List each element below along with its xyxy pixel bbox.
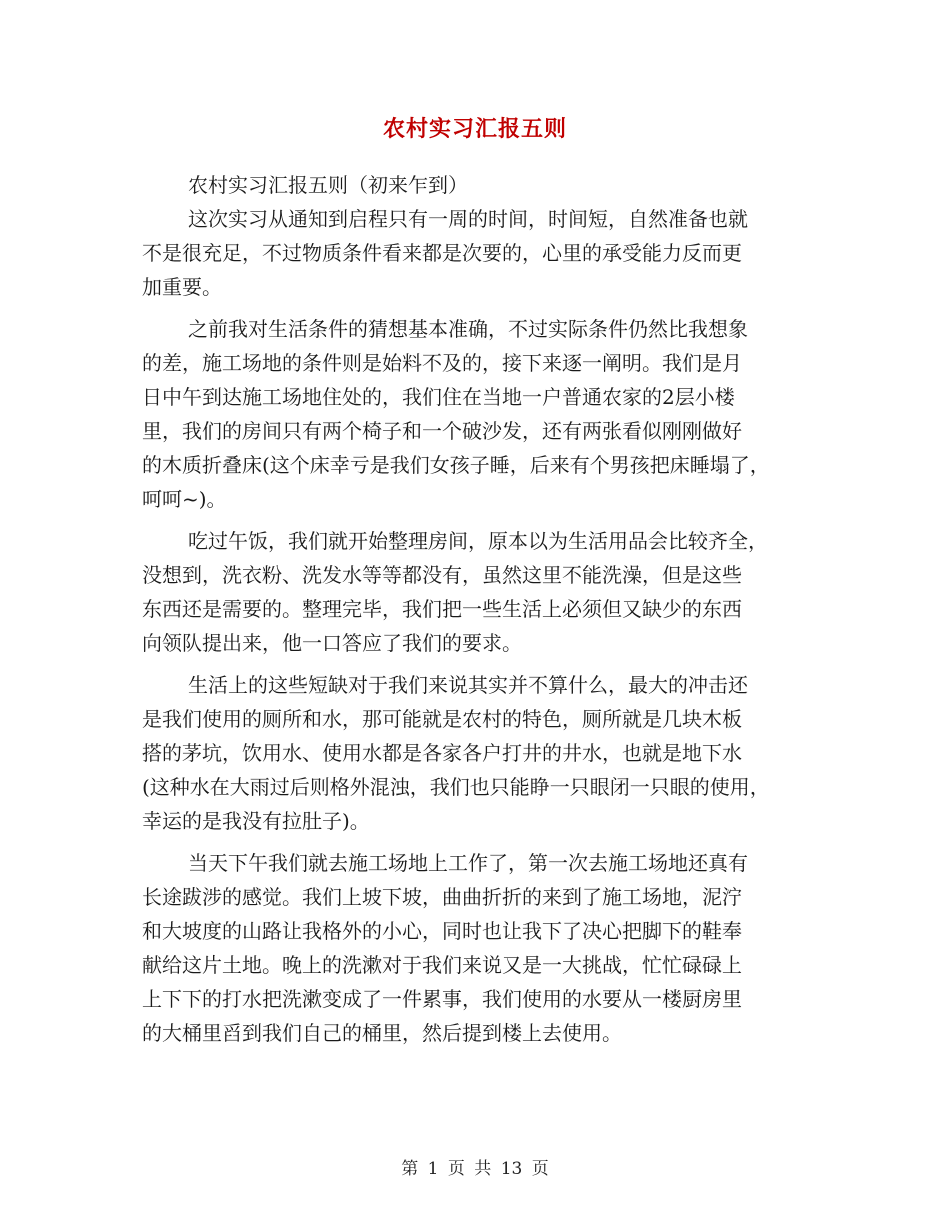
paragraph-line: 的木质折叠床(这个床幸亏是我们女孩子睡，后来有个男孩把床睡塌了，	[142, 453, 770, 477]
paragraph-line: 生活上的这些短缺对于我们来说其实并不算什么，最大的冲击还	[188, 673, 748, 697]
paragraph-line: 献给这片土地。晚上的洗漱对于我们来说又是一大挑战，忙忙碌碌上	[142, 953, 742, 977]
paragraph-line: 不是很充足，不过物质条件看来都是次要的，心里的承受能力反而更	[142, 241, 742, 265]
paragraph-line: 是我们使用的厕所和水，那可能就是农村的特色，厕所就是几块木板	[142, 707, 742, 731]
paragraph-line: 这次实习从通知到启程只有一周的时间，时间短，自然准备也就	[188, 207, 748, 231]
document-body	[142, 168, 814, 1050]
paragraph-line: 吃过午饭，我们就开始整理房间，原本以为生活用品会比较齐全，	[188, 529, 768, 553]
paragraph-line: 呵呵~)。	[142, 487, 227, 511]
paragraph-line: 向领队提出来，他一口答应了我们的要求。	[142, 631, 522, 655]
paragraph-line: 幸运的是我没有拉肚子)。	[142, 809, 370, 833]
page-footer: 第 1 页 共 13 页	[401, 1159, 549, 1179]
paragraph-line: 没想到，洗衣粉、洗发水等等都没有，虽然这里不能洗澡，但是这些	[142, 563, 742, 587]
page-title: 农村实习汇报五则	[382, 117, 567, 142]
paragraph-line: 的大桶里舀到我们自己的桶里，然后提到楼上去使用。	[142, 1021, 622, 1045]
paragraph-line: 和大坡度的山路让我格外的小心，同时也让我下了决心把脚下的鞋奉	[142, 919, 742, 943]
paragraph-line: 之前我对生活条件的猜想基本准确，不过实际条件仍然比我想象	[188, 317, 748, 341]
paragraph-line: 当天下午我们就去施工场地上工作了，第一次去施工场地还真有	[188, 851, 748, 875]
paragraph-line: 里，我们的房间只有两个椅子和一个破沙发，还有两张看似刚刚做好	[142, 419, 742, 443]
paragraph-line: 上下下的打水把洗漱变成了一件累事，我们使用的水要从一楼厨房里	[142, 987, 742, 1011]
paragraph-line: 的差，施工场地的条件则是始料不及的，接下来逐一阐明。我们是月	[142, 351, 742, 375]
paragraph-line: 长途跋涉的感觉。我们上坡下坡，曲曲折折的来到了施工场地，泥泞	[142, 885, 742, 909]
paragraph-line: (这种水在大雨过后则格外混浊，我们也只能睁一只眼闭一只眼的使用，	[142, 775, 770, 799]
paragraph-line: 加重要。	[142, 275, 222, 299]
paragraph-line: 搭的茅坑，饮用水、使用水都是各家各户打井的井水，也就是地下水	[142, 741, 742, 765]
paragraph-line: 东西还是需要的。整理完毕，我们把一些生活上必须但又缺少的东西	[142, 597, 742, 621]
paragraph-line: 农村实习汇报五则（初来乍到）	[188, 173, 468, 197]
paragraph-line: 日中午到达施工场地住处的，我们住在当地一户普通农家的2层小楼	[142, 385, 735, 409]
